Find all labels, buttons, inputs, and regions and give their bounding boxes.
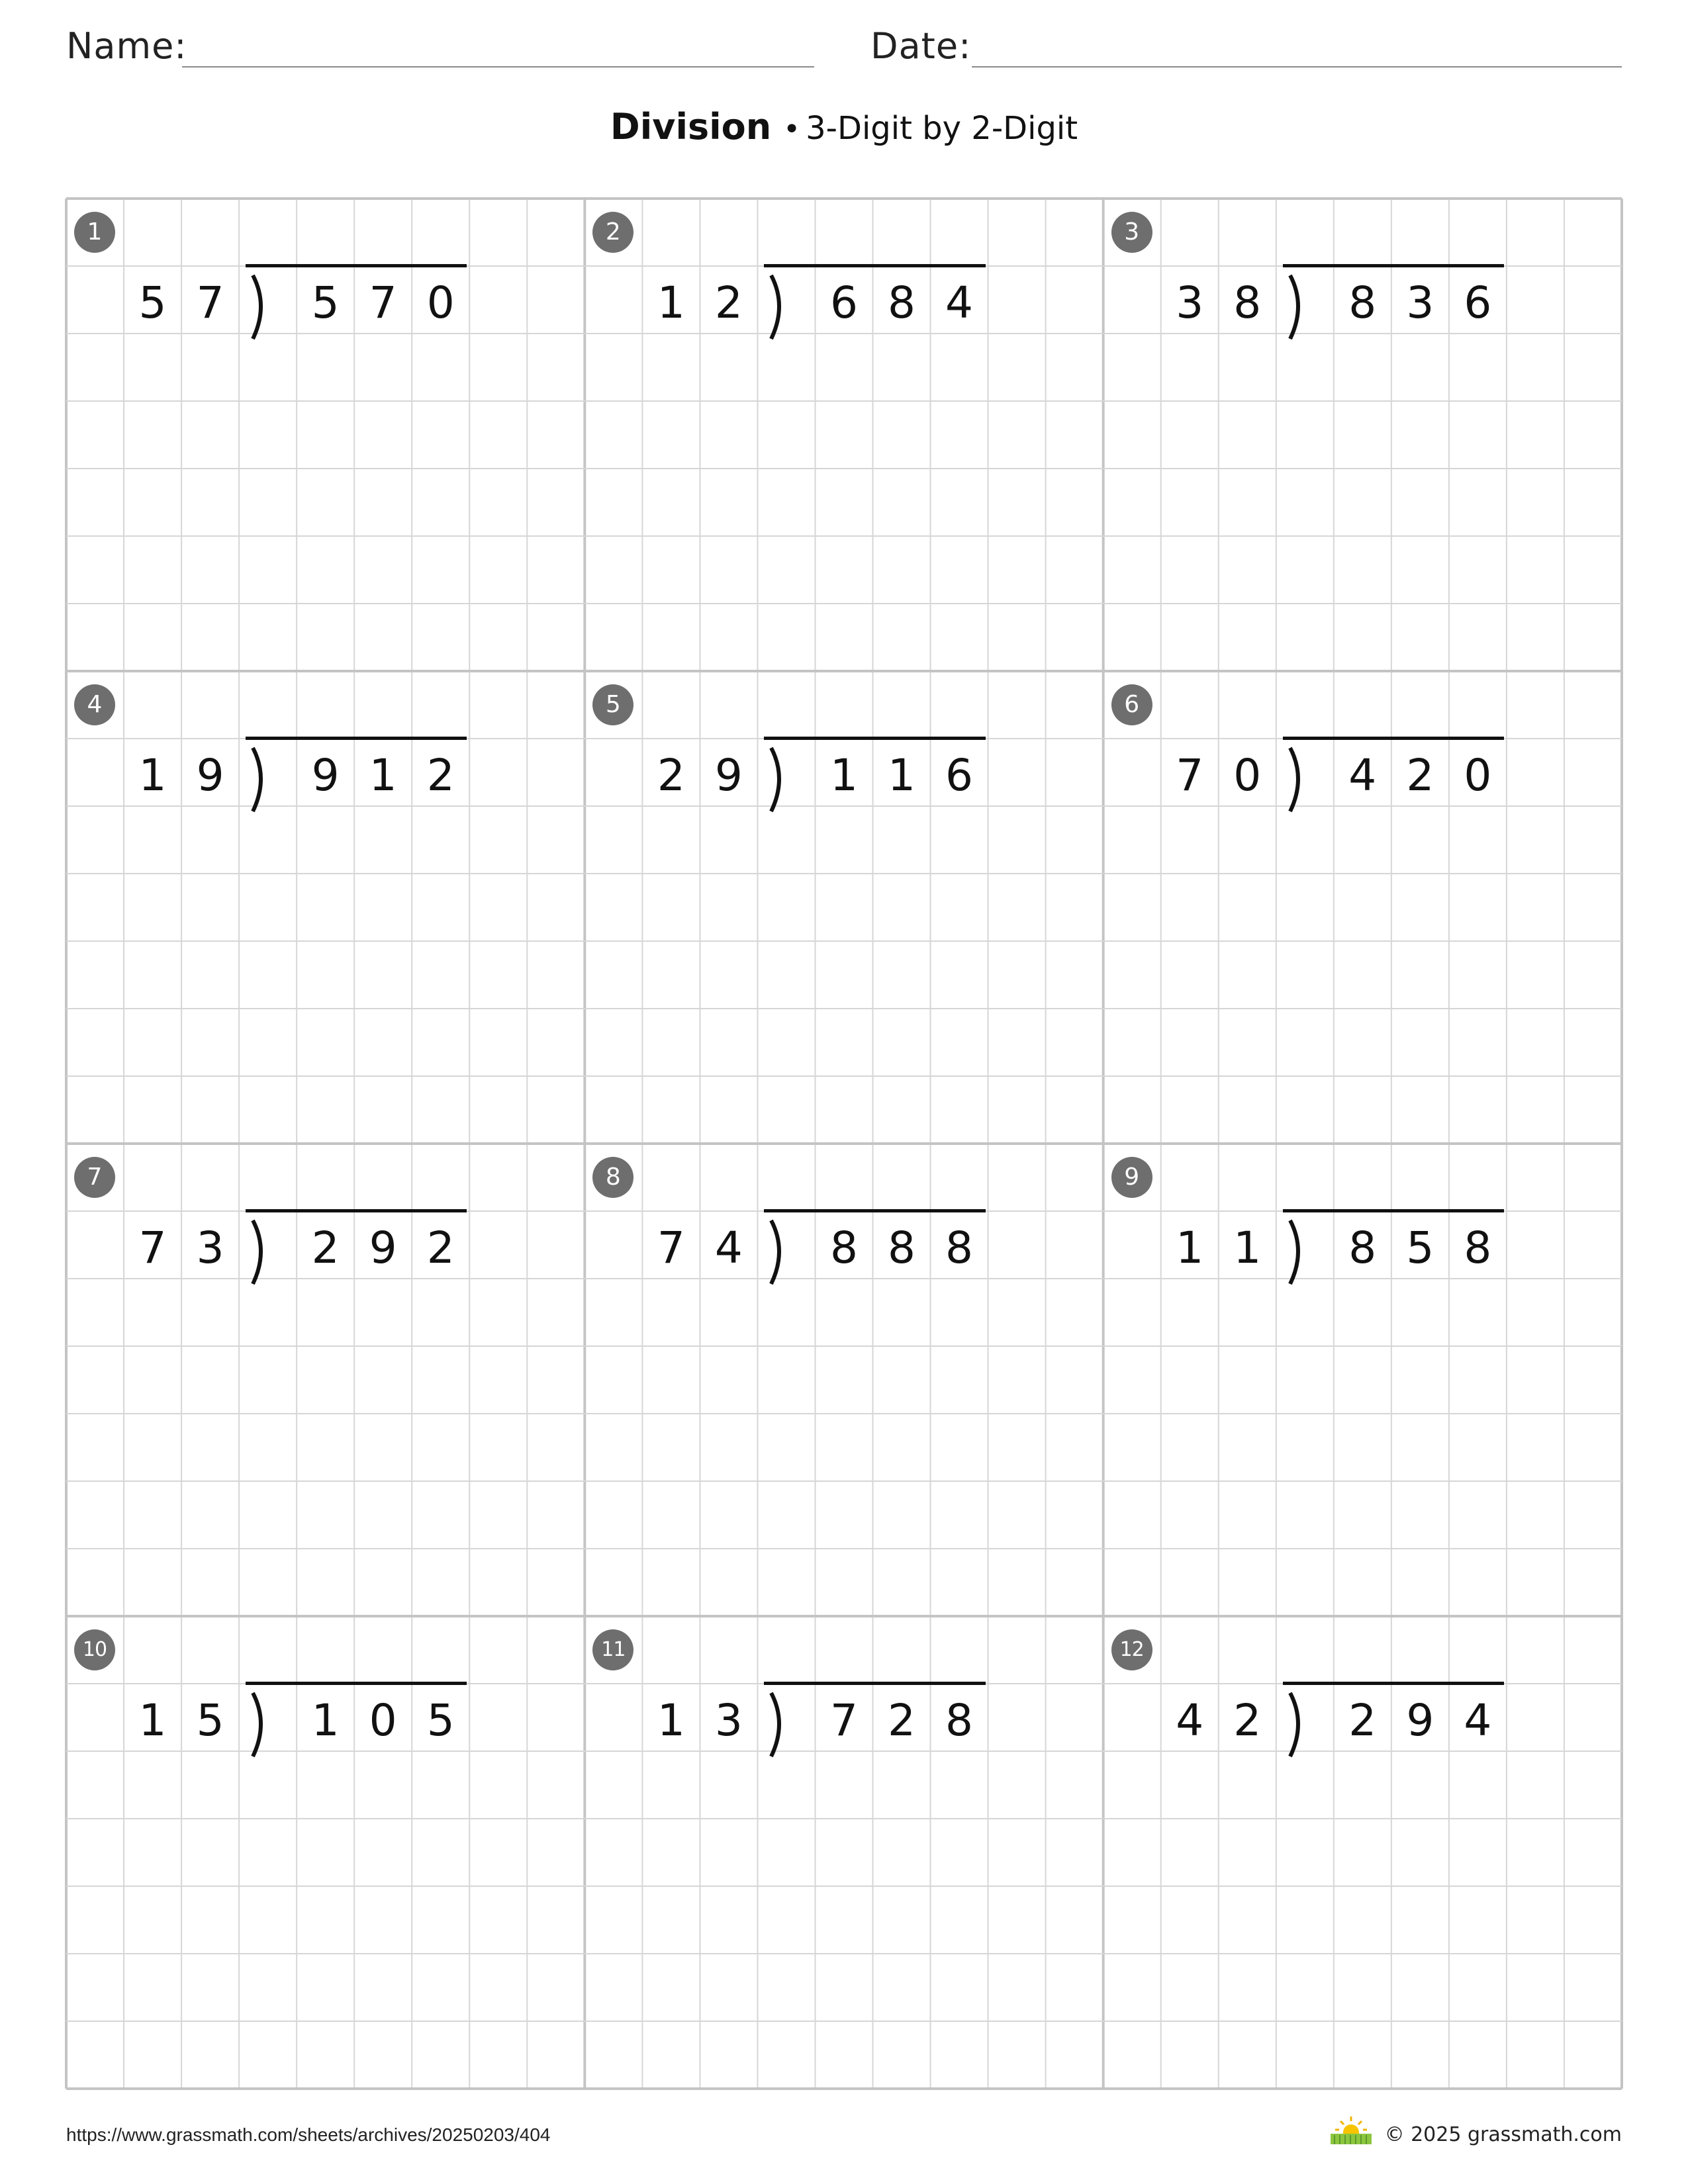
work-area[interactable] [66,806,585,1144]
work-area[interactable] [585,1751,1103,2089]
divisor-digit: 1 [138,750,167,801]
dividend-digit: 7 [369,277,397,328]
dividend-digit: 5 [311,277,340,328]
title-separator: • [783,113,801,146]
problem-number-badge: 5 [592,684,633,725]
divisor-digit: 2 [714,277,743,328]
dividend-digit: 8 [1348,1222,1377,1273]
dividend-digit: 2 [888,1695,915,1746]
problem-7 [66,1144,585,1616]
dividend-digit: 6 [945,750,974,801]
divisor-digit: 7 [138,1222,167,1273]
dividend-digit: 6 [829,277,858,328]
divisor-digit: 7 [657,1222,685,1273]
problem-6 [1103,671,1622,1144]
division-bracket-icon [1282,1688,1325,1760]
divisor-digit: 5 [138,277,167,328]
dividend-digit: 5 [1406,1222,1434,1273]
problem-number-badge: 9 [1111,1157,1152,1198]
dividend-digit: 9 [1406,1695,1434,1746]
divisor-digit: 8 [1233,277,1262,328]
division-bar [1283,1682,1504,1685]
problem-number-badge: 7 [74,1157,115,1198]
division-bracket-icon [245,1688,287,1760]
title-subtitle: 3-Digit by 2-Digit [806,110,1078,147]
divisor-digit: 7 [1176,750,1204,801]
divisor-digit: 3 [196,1222,224,1273]
dividend-digit: 1 [369,750,397,801]
date-label: Date: [870,25,972,67]
dividend-digit: 1 [311,1695,340,1746]
divisor-digit: 9 [714,750,743,801]
dividend-digit: 9 [369,1222,397,1273]
division-bracket-icon [1282,270,1325,343]
division-bar [1283,737,1504,740]
name-field[interactable] [182,66,814,68]
divisor-digit: 1 [138,1695,167,1746]
work-area[interactable] [585,334,1103,671]
dividend-digit: 8 [829,1222,858,1273]
dividend-digit: 8 [888,1222,915,1273]
dividend-digit: 8 [1464,1222,1492,1273]
dividend-digit: 8 [945,1222,974,1273]
problem-number-badge: 12 [1111,1629,1152,1670]
problem-11 [585,1616,1103,2089]
dividend-digit: 8 [1348,277,1377,328]
work-area[interactable] [1103,806,1622,1144]
name-label: Name: [66,25,187,67]
work-area[interactable] [66,334,585,671]
problem-2 [585,199,1103,671]
problem-3 [1103,199,1622,671]
division-bar [246,1209,467,1212]
division-bracket-icon [763,1688,806,1760]
work-area[interactable] [66,1751,585,2089]
dividend-digit: 2 [1406,750,1434,801]
division-bracket-icon [1282,1215,1325,1288]
problem-12 [1103,1616,1622,2089]
division-bracket-icon [245,1215,287,1288]
division-bar [764,737,985,740]
divisor-digit: 3 [1176,277,1204,328]
division-bracket-icon [763,1215,806,1288]
dividend-digit: 0 [1464,750,1492,801]
divisor-digit: 2 [657,750,685,801]
divisor-digit: 1 [657,1695,685,1746]
problem-5 [585,671,1103,1144]
divisor-digit: 3 [714,1695,743,1746]
dividend-digit: 2 [426,1222,455,1273]
divisor-digit: 1 [657,277,685,328]
dividend-digit: 2 [311,1222,340,1273]
dividend-digit: 9 [311,750,340,801]
divisor-digit: 4 [714,1222,743,1273]
problem-number-badge: 4 [74,684,115,725]
problem-number-badge: 3 [1111,212,1152,253]
divisor-digit: 0 [1233,750,1262,801]
problem-1 [66,199,585,671]
dividend-digit: 5 [426,1695,455,1746]
dividend-digit: 0 [369,1695,397,1746]
dividend-digit: 4 [1464,1695,1492,1746]
work-area[interactable] [585,806,1103,1144]
dividend-digit: 7 [829,1695,858,1746]
divisor-digit: 1 [1176,1222,1204,1273]
problem-grid [66,199,1622,2089]
work-area[interactable] [585,1279,1103,1616]
title-main: Division [610,106,772,148]
division-bar [764,1682,985,1685]
dividend-digit: 6 [1464,277,1492,328]
problem-10 [66,1616,585,2089]
divisor-digit: 2 [1233,1695,1262,1746]
divisor-digit: 4 [1176,1695,1204,1746]
division-bracket-icon [245,270,287,343]
division-bracket-icon [245,743,287,815]
dividend-digit: 1 [888,750,915,801]
problem-number-badge: 10 [74,1629,115,1670]
problem-number-badge: 6 [1111,684,1152,725]
footer-url: https://www.grassmath.com/sheets/archives/20250203/404 [66,2124,551,2145]
division-bracket-icon [763,743,806,815]
problem-9 [1103,1144,1622,1616]
divisor-digit: 7 [196,277,224,328]
division-bar [246,737,467,740]
work-area[interactable] [1103,334,1622,671]
dividend-digit: 8 [888,277,915,328]
dividend-digit: 4 [945,277,974,328]
dividend-digit: 3 [1406,277,1434,328]
problem-8 [585,1144,1103,1616]
dividend-digit: 4 [1348,750,1377,801]
worksheet-title [0,106,1688,148]
divisor-digit: 1 [1233,1222,1262,1273]
division-bar [764,1209,985,1212]
division-bar [246,264,467,267]
division-bar [246,1682,467,1685]
problem-number-badge: 1 [74,212,115,253]
dividend-digit: 1 [829,750,858,801]
problem-number-badge: 8 [592,1157,633,1198]
division-bar [1283,264,1504,267]
date-field[interactable] [972,66,1622,68]
dividend-digit: 2 [1348,1695,1377,1746]
divisor-digit: 9 [196,750,224,801]
problem-4 [66,671,585,1144]
work-area[interactable] [1103,1751,1622,2089]
problem-number-badge: 11 [592,1629,633,1670]
divisor-digit: 5 [196,1695,224,1746]
problem-number-badge: 2 [592,212,633,253]
dividend-digit: 2 [426,750,455,801]
division-bar [764,264,985,267]
division-bar [1283,1209,1504,1212]
grass-sun-logo-icon [1329,2115,1373,2146]
work-area[interactable] [1103,1279,1622,1616]
division-bracket-icon [763,270,806,343]
division-bracket-icon [1282,743,1325,815]
work-area[interactable] [66,1279,585,1616]
dividend-digit: 0 [426,277,455,328]
dividend-digit: 8 [945,1695,974,1746]
footer-copyright: © 2025 grassmath.com [1384,2123,1622,2146]
